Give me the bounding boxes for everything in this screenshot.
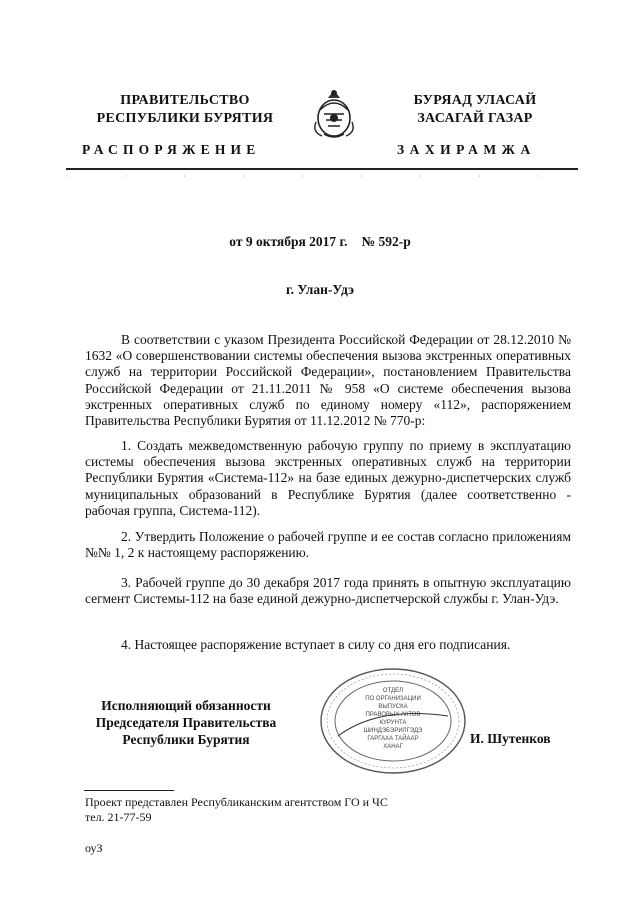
document-date: от 9 октября 2017 г.	[229, 234, 348, 249]
header-dotted-line	[66, 173, 578, 179]
document-date-number	[0, 234, 640, 250]
signatory-title: Исполняющий обязанности Председателя Правительства Республики Бурятия	[95, 698, 277, 747]
signatory-name: И. Шутенков	[470, 731, 551, 746]
stamp-line: ХАНАГ	[383, 744, 403, 750]
stamp-line: ПО ОРГАНИЗАЦИИ	[365, 696, 421, 702]
document-city: г. Улан-Удэ	[286, 282, 354, 297]
document-type-right: ЗАХИРАМЖА	[397, 142, 536, 157]
footer-divider	[84, 790, 174, 791]
header-right-line2: ЗАСАГАЙ ГАЗАР	[417, 111, 533, 126]
item-3: 3. Рабочей группе до 30 декабря 2017 года принять в опытную эксплуатацию сегмент Системы-112 на базе единой дежурно-диспетчерской службы г. Улан-Удэ.	[85, 575, 571, 607]
item-2: 2. Утвердить Положение о рабочей группе и ее состав согласно приложениям №№ 1, 2 к настоящему распоряжению.	[85, 529, 571, 561]
footer-note	[85, 795, 388, 856]
document-type-left: РАСПОРЯЖЕНИЕ	[82, 142, 261, 157]
footer-code: оуЗ	[85, 841, 103, 855]
stamp-line: КУРУНТА	[379, 720, 407, 726]
header-left-title	[60, 92, 310, 128]
coat-of-arms-icon	[302, 80, 366, 144]
header-divider	[66, 168, 578, 170]
item-4: 4. Настоящее распоряжение вступает в силу со дня его подписания.	[121, 637, 511, 652]
stamp-line: ВЫПУСКА	[378, 704, 408, 710]
header-left-line1: ПРАВИТЕЛЬСТВО	[120, 93, 250, 108]
stamp-line: ПРАВОВЫХ АКТОВ	[365, 712, 421, 718]
item-1: 1. Создать межведомственную рабочую группу по приему в эксплуатацию системы обеспечения вызова экстренных оперативных служб на территории Республики Бурятия «Система-112» на базе единых дежурно-диспетчерских служб муниципальных образований в Республике Бурятия (далее соответственно - рабочая группа, Система-112).	[85, 438, 571, 518]
preamble: В соответствии с указом Президента Российской Федерации от 28.12.2010 № 1632 «О совершенствовании системы обеспечения вызова экстренных оперативных служб на территории Российской Федерации», постановлением Правительства Российской Федерации от 21.11.2011 № 958 «О системе обеспечения вызова экстренных оперативных служб по единому номеру «112», распоряжением Правительства Республики Бурятия от 11.12.2012 № 770-р:	[85, 332, 571, 429]
header-right-line1: БУРЯАД УЛАСАЙ	[413, 93, 537, 108]
stamp-line: ШИНДЭБЭРИЛГЭДЭ	[363, 728, 423, 734]
stamp-line: ОТДЕЛ	[382, 688, 404, 694]
footer-line1: Проект представлен Республиканским агентством ГО и ЧС	[85, 795, 388, 809]
official-stamp	[318, 666, 468, 776]
document-number: № 592-р	[361, 234, 411, 249]
header-right-title	[380, 92, 570, 128]
header-left-line2: РЕСПУБЛИКИ БУРЯТИЯ	[96, 111, 274, 126]
stamp-line: ГАРГАХА ТАЙААР	[367, 736, 419, 742]
footer-line2: тел. 21-77-59	[85, 810, 152, 824]
